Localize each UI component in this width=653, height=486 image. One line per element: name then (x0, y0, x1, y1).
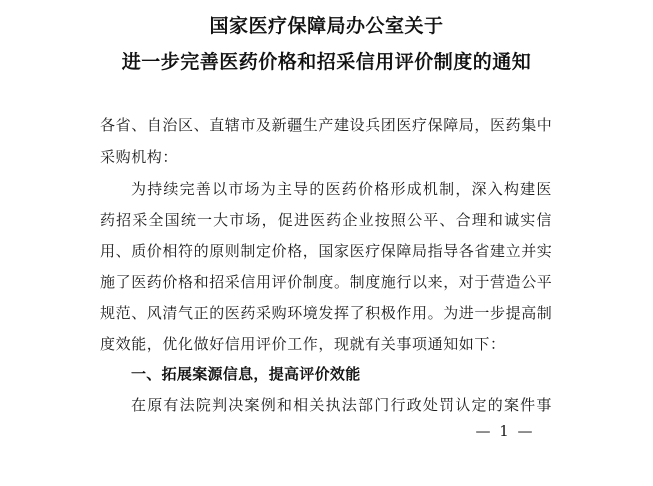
addressee-line-2: 采购机构： (100, 148, 179, 166)
document-title-line-2: 进一步完善医药价格和招采信用评价制度的通知 (121, 51, 532, 73)
intro-line-4: 施了医药价格和招采信用评价制度。制度施行以来，对于营造公平 (100, 273, 553, 291)
section-1-heading: 一、拓展案源信息，提高评价效能 (131, 365, 361, 383)
intro-line-5: 规范、风清气正的医药采购环境发挥了积极作用。为进一步提高制 (100, 304, 553, 322)
intro-line-2: 药招采全国统一大市场，促进医药企业按照公平、合理和诚实信 (100, 211, 552, 229)
document-title-line-1: 国家医疗保障局办公室关于 (209, 15, 444, 37)
intro-line-6: 度效能，优化做好信用评价工作，现就有关事项通知如下： (100, 335, 506, 353)
intro-line-1: 为持续完善以市场为主导的医药价格形成机制，深入构建医 (131, 180, 552, 198)
addressee-line-1: 各省、自治区、直辖市及新疆生产建设兵团医疗保障局，医药集中 (100, 116, 553, 134)
intro-line-3: 用、质价相符的原则制定价格，国家医疗保障局指导各省建立并实 (100, 242, 553, 260)
page-number: — 1 — (475, 422, 535, 440)
section-1-text-line-1: 在原有法院判决案例和相关执法部门行政处罚认定的案件事 (131, 396, 552, 414)
